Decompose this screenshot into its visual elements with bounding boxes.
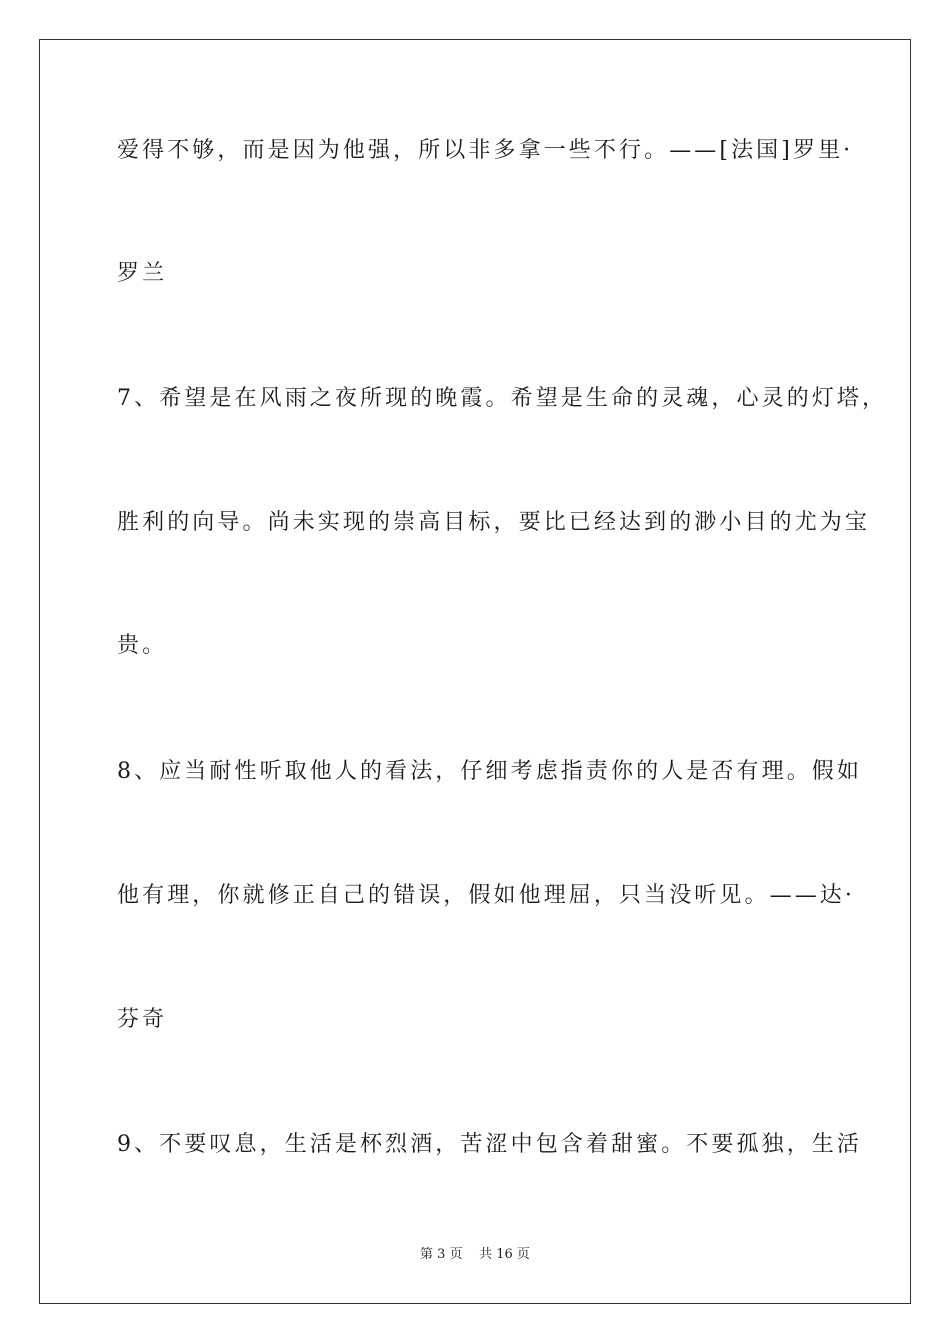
text-line: 8、应当耐性听取他人的看法，仔细考虑指责你的人是否有理。假如 xyxy=(117,759,862,784)
text-line: 贵。 xyxy=(117,633,168,658)
text-line: 9、不要叹息，生活是杯烈酒，苦涩中包含着甜蜜。不要孤独，生活 xyxy=(117,1132,862,1157)
text-line: 7、希望是在风雨之夜所现的晚霞。希望是生命的灵魂，心灵的灯塔， xyxy=(117,386,888,411)
text-line: 他有理，你就修正自己的错误，假如他理屈，只当没听见。——达· xyxy=(117,883,855,908)
page-number: 第 3 页 xyxy=(420,1247,463,1262)
text-line: 胜利的向导。尚未实现的崇高目标，要比已经达到的渺小目的尤为宝 xyxy=(117,510,871,535)
text-line: 爱得不够，而是因为他强，所以非多拿一些不行。——[法国]罗里· xyxy=(117,138,854,163)
text-line: 芬奇 xyxy=(117,1007,168,1032)
page-footer xyxy=(0,1246,950,1264)
text-line: 罗兰 xyxy=(117,261,168,286)
page-border xyxy=(39,39,911,1304)
page-total: 共 16 页 xyxy=(479,1247,530,1262)
